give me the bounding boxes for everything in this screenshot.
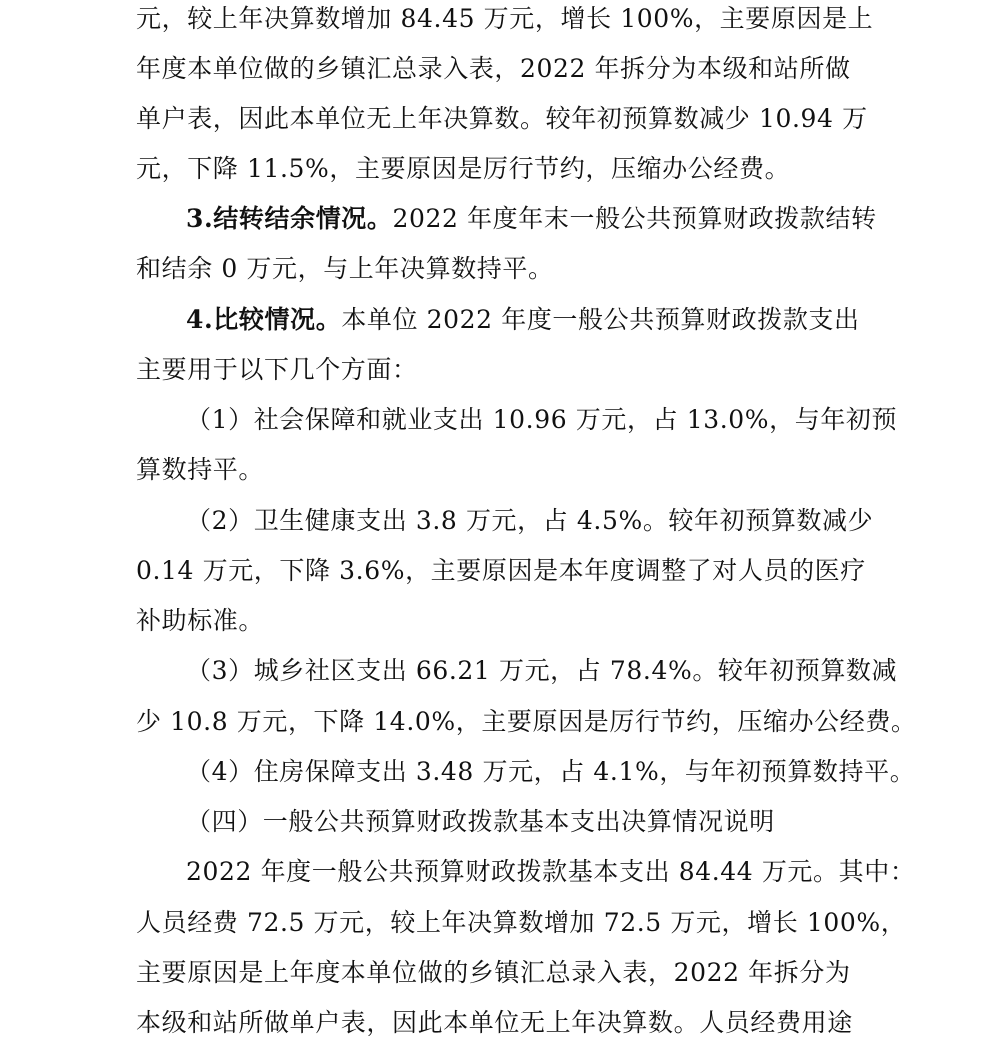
text-line: 年度本单位做的乡镇汇总录入表，2022 年拆分为本级和站所做 [136,54,851,83]
text-run: 本单位 2022 年度一般公共预算财政拨款支出 [341,305,860,334]
text-line: （2）卫生健康支出 3.8 万元，占 4.5%。较年初预算数减少 [186,506,874,535]
paragraph-line [186,305,860,335]
text-line: 少 10.8 万元，下降 14.0%，主要原因是厉行节约，压缩办公经费。 [136,707,917,736]
section-heading-comparison: 4.比较情况。 [186,305,342,334]
text-line: 元，下降 11.5%，主要原因是厉行节约，压缩办公经费。 [136,154,791,183]
paragraph-line [186,204,877,234]
subsection-heading: （四）一般公共预算财政拨款基本支出决算情况说明 [186,807,775,836]
text-line: 2022 年度一般公共预算财政拨款基本支出 84.44 万元。其中： [186,857,916,886]
text-line: 主要原因是上年度本单位做的乡镇汇总录入表，2022 年拆分为 [136,958,851,987]
text-line: （4）住房保障支出 3.48 万元，占 4.1%，与年初预算数持平。 [186,757,916,786]
text-line: 本级和站所做单户表，因此本单位无上年决算数。人员经费用途 [136,1008,853,1037]
text-run: 2022 年度年末一般公共预算财政拨款结转 [392,204,877,233]
text-line: 算数持平。 [136,455,265,484]
text-line: 补助标准。 [136,606,265,635]
text-line: 元，较上年决算数增加 84.45 万元，增长 100%，主要原因是上 [136,4,874,33]
text-line: （3）城乡社区支出 66.21 万元，占 78.4%。较年初预算数减 [186,656,898,685]
text-line: 主要用于以下几个方面： [136,355,418,384]
section-heading-carryover: 3.结转结余情况。 [186,204,393,233]
text-line: 和结余 0 万元，与上年决算数持平。 [136,254,554,283]
text-line: 人员经费 72.5 万元，较上年决算数增加 72.5 万元，增长 100%， [136,908,907,937]
text-line: 0.14 万元，下降 3.6%，主要原因是本年度调整了对人员的医疗 [136,556,866,585]
text-line: （1）社会保障和就业支出 10.96 万元，占 13.0%，与年初预 [186,405,898,434]
text-line: 单户表，因此本单位无上年决算数。较年初预算数减少 10.94 万 [136,104,868,133]
